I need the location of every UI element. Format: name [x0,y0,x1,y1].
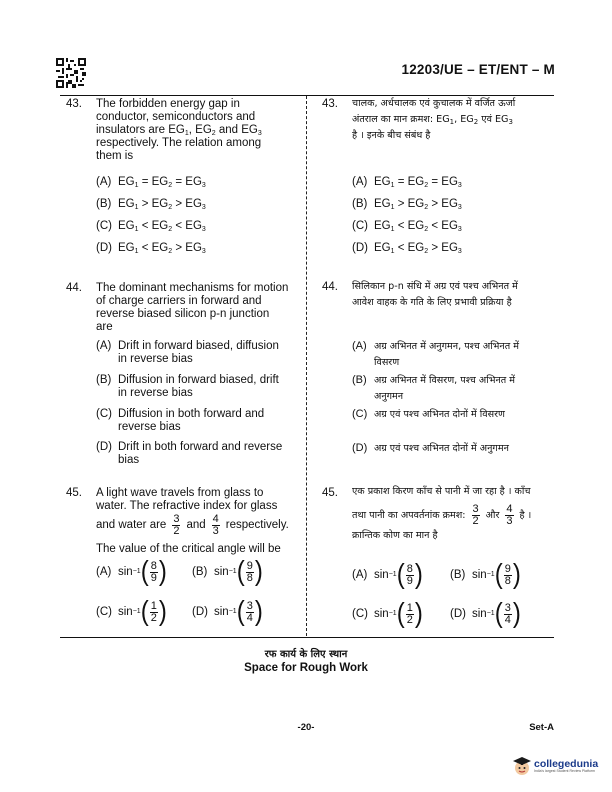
q43-option-d-hi[interactable]: (D) $EG_1 < EG_2 > EG_3$ [352,242,462,255]
q45-number-hi: 45. [322,487,338,499]
page-number: -20- [297,722,315,733]
q44-question-en: The dominant mechanisms for motion of charge carriers in forward and reverse biased silicon p-n junction are [96,282,289,333]
q45-option-c-hi[interactable]: (C) sin −1 ( $\frac{1}{2}$ ) [352,597,423,629]
rough-work-label-en: Space for Rough Work [244,662,368,674]
q44-option-a-hi[interactable]: (A) अग्र अभिनत में अनुगमन, पश्च अभिनत में विसरण [352,340,520,368]
fraction-4-3: $\frac{4}{3}$ [212,513,219,537]
rough-work-label-hi: रफ कार्य के लिए स्थान [264,649,348,660]
q44-question-hi: सिलिकान p-n संधि में अग्र एवं पश्च अभिनत में आवेश वाहक के गति के लिए प्रभावी प्रक्रिया है [352,281,518,308]
q43-option-a-en[interactable]: (A) $EG_1 = EG_2 = EG_3$ [96,176,206,189]
q45-option-d-en[interactable]: (D) sin −1 ( $\frac{3}{4}$ ) [192,595,263,627]
q43-option-c-en[interactable]: (C) $EG_1 < EG_2 < EG_3$ [96,220,206,233]
fraction-4-3-hi: $\frac{4}{3}$ [506,503,513,527]
q44-option-a-en[interactable]: (A) Drift in forward biased, diffusion in reverse bias [96,340,279,365]
q44-option-b-hi[interactable]: (B) अग्र अभिनत में विसरण, पश्च अभिनत में अनुगमन [352,374,516,402]
qr-code [56,58,86,88]
q44-option-b-en[interactable]: (B) Diffusion in forward biased, drift in reverse bias [96,374,279,399]
q45-line3-en: and water are $\frac{3}{2}$ and $\frac{4}{3}$ respectively. [96,513,289,537]
q45-number-en: 45. [66,487,82,499]
q45-line1-en: A light wave travels from glass to [96,487,264,499]
q44-option-d-en[interactable]: (D) Drift in both forward and reverse bias [96,441,283,466]
q43-number-hi: 43. [322,98,338,110]
q44-option-d-hi[interactable]: (D) अग्र एवं पश्च अभिनत दोनों में अनुगमन [352,442,509,454]
q45-line1-hi: एक प्रकाश किरण काँच से पानी में जा रहा है । काँच [352,486,531,497]
q45-line2-hi: तथा पानी का अपवर्तनांक क्रमश: $\frac{3}{2}$ और $\frac{4}{3}$ है । [352,503,532,527]
q45-option-b-en[interactable]: (B) sin −1 ( $\frac{9}{8}$ ) [192,555,263,587]
q45-option-a-hi[interactable]: (A) sin −1 ( $\frac{8}{9}$ ) [352,558,423,590]
q45-line4-en: The value of the critical angle will be [96,543,281,555]
fraction-3-2: $\frac{3}{2}$ [173,513,180,537]
graduate-mascot-icon [512,755,532,777]
q45-option-a-en[interactable]: (A) sin −1 ( $\frac{8}{9}$ ) [96,555,167,587]
q45-option-b-hi[interactable]: (B) sin −1 ( $\frac{9}{8}$ ) [450,558,521,590]
paper-code: 12203/UE – ET/ENT – M [401,62,555,77]
column-divider [306,96,307,636]
q44-option-c-en[interactable]: (C) Diffusion in both forward and reverse bias [96,408,265,433]
q43-option-c-hi[interactable]: (C) $EG_1 < EG_2 < EG_3$ [352,220,462,233]
q45-option-d-hi[interactable]: (D) sin −1 ( $\frac{3}{4}$ ) [450,597,521,629]
collegedunia-logo: collegedunia India's largest Student Review Platform [512,755,598,777]
q44-option-c-hi[interactable]: (C) अग्र एवं पश्च अभिनत दोनों में विसरण [352,408,505,420]
fraction-3-2-hi: $\frac{3}{2}$ [472,503,479,527]
q43-question-en: The forbidden energy gap in conductor, semiconductors and insulators are $EG_1$, $EG_2$ and $EG_3$ respectively. The relation among them is [96,98,262,162]
q45-line3-hi: क्रान्तिक कोण का मान है [352,530,438,541]
q44-number-en: 44. [66,282,82,294]
q43-option-b-hi[interactable]: (B) $EG_1 > EG_2 > EG_3$ [352,198,462,211]
bottom-rule [60,637,554,638]
q43-option-a-hi[interactable]: (A) $EG_1 = EG_2 = EG_3$ [352,176,462,189]
q45-option-c-en[interactable]: (C) sin −1 ( $\frac{1}{2}$ ) [96,595,167,627]
q43-option-b-en[interactable]: (B) $EG_1 > EG_2 > EG_3$ [96,198,206,211]
set-label: Set-A [529,722,554,733]
q45-line2-en: water. The refractive index for glass [96,500,278,512]
q43-number-en: 43. [66,98,82,110]
q43-option-d-en[interactable]: (D) $EG_1 < EG_2 > EG_3$ [96,242,206,255]
q43-question-hi: चालक, अर्धचालक एवं कुचालक में वर्जित ऊर्जा अंतराल का मान क्रमश: $EG_1$, $EG_2$ एवं $EG_3$ है । इनके बीच संबंध है [352,98,516,141]
q44-number-hi: 44. [322,281,338,293]
